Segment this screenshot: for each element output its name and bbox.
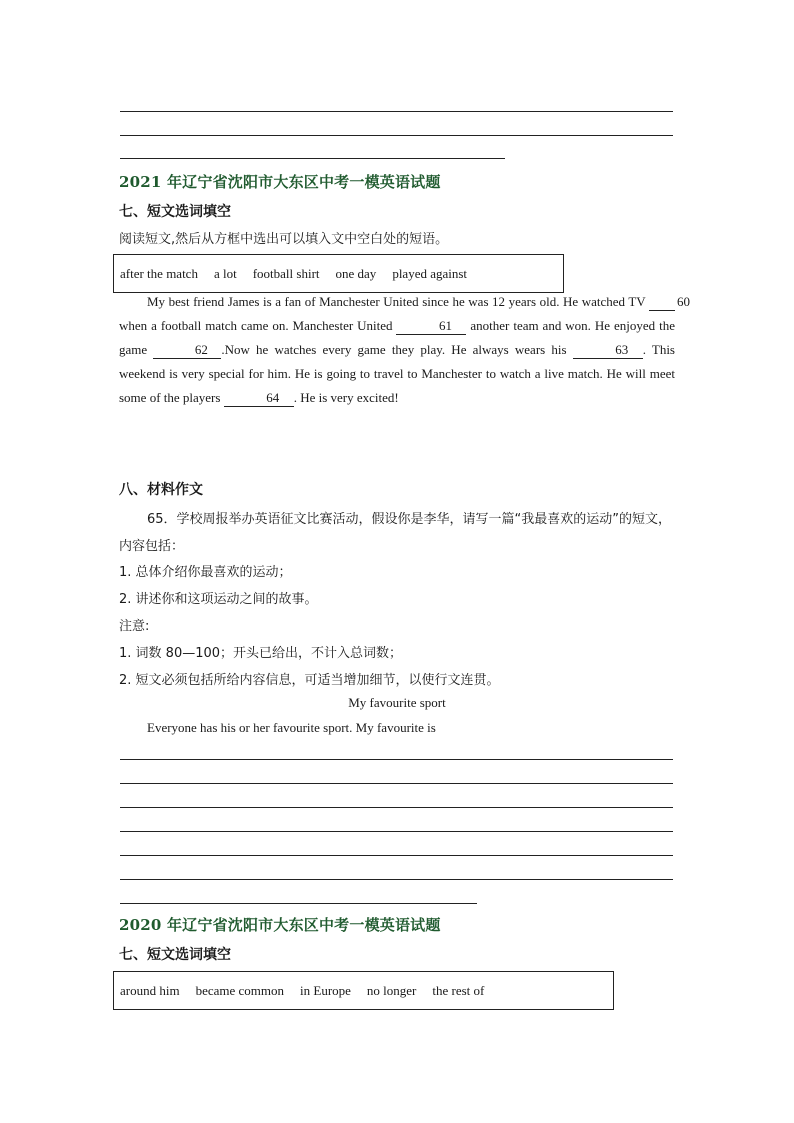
word-option: played against bbox=[392, 265, 468, 281]
word-option: no longer bbox=[366, 982, 417, 998]
blank-61: 61 bbox=[396, 318, 466, 335]
word-option: after the match bbox=[120, 265, 198, 281]
blank-60: 60 bbox=[649, 294, 675, 311]
answer-line bbox=[120, 135, 673, 136]
essay-title: My favourite sport bbox=[348, 695, 446, 710]
exam-title-2021: 2021 年辽宁省沈阳市大东区中考一模英语试题 bbox=[119, 173, 441, 191]
word-box-2021 bbox=[113, 254, 564, 293]
writing-line bbox=[120, 879, 673, 880]
note-1: 1. 词数 80—100；开头已给出，不计入总词数； bbox=[119, 646, 403, 661]
essay-prompt: 65．学校周报举办英语征文比赛活动，假设你是李华，请写一篇“我最喜欢的运动”的短文，内容包括： bbox=[119, 512, 672, 554]
reading-passage bbox=[119, 290, 690, 410]
writing-line bbox=[120, 855, 673, 856]
passage-text: another team and won. He enjoyed the game bbox=[119, 318, 675, 357]
part8-heading: 八、材料作文 bbox=[119, 482, 203, 498]
passage-text: . He is very excited! bbox=[293, 390, 399, 405]
word-option: in Europe bbox=[300, 982, 351, 998]
writing-line bbox=[120, 759, 673, 760]
passage-text: My best friend James is a fan of Manchester United since he was 12 years old. He watched TV bbox=[147, 294, 649, 309]
word-option: one day bbox=[335, 265, 377, 281]
writing-line bbox=[120, 831, 673, 832]
blank-62: 62 bbox=[153, 342, 221, 359]
word-box-2020 bbox=[113, 971, 614, 1010]
writing-line bbox=[120, 903, 477, 904]
note-label: 注意: bbox=[119, 619, 150, 634]
part7-heading-2020: 七、短文选词填空 bbox=[119, 947, 231, 963]
answer-line bbox=[120, 111, 673, 112]
word-option: football shirt bbox=[252, 265, 320, 281]
exam-title-2020: 2020 年辽宁省沈阳市大东区中考一模英语试题 bbox=[119, 916, 441, 934]
writing-line bbox=[120, 807, 673, 808]
blank-63: 63 bbox=[573, 342, 643, 359]
passage-text: when a football match came on. Manchester United bbox=[119, 318, 397, 333]
word-option: the rest of bbox=[432, 982, 485, 998]
instruction: 阅读短文,然后从方框中选出可以填入文中空白处的短语。 bbox=[119, 232, 449, 247]
note-2: 2. 短文必须包括所给内容信息，可适当增加细节，以使行文连贯。 bbox=[119, 673, 500, 688]
word-option: around him bbox=[120, 982, 180, 998]
prompt-item-2: 2. 讲述你和这项运动之间的故事。 bbox=[119, 592, 318, 607]
answer-line bbox=[120, 158, 505, 159]
prompt-item-1: 1. 总体介绍你最喜欢的运动； bbox=[119, 565, 292, 580]
passage-text: . This weekend is very special for him. He is going to travel to Manchester to watch a live match. He will meet some of the players bbox=[119, 342, 675, 405]
passage-text: .Now he watches every game they play. He always wears his bbox=[221, 342, 573, 357]
essay-opening: Everyone has his or her favourite sport. My favourite is bbox=[147, 720, 436, 735]
word-option: a lot bbox=[213, 265, 237, 281]
blank-64: 64 bbox=[224, 390, 294, 407]
word-option: became common bbox=[195, 982, 285, 998]
writing-line bbox=[120, 783, 673, 784]
part7-heading: 七、短文选词填空 bbox=[119, 204, 231, 220]
